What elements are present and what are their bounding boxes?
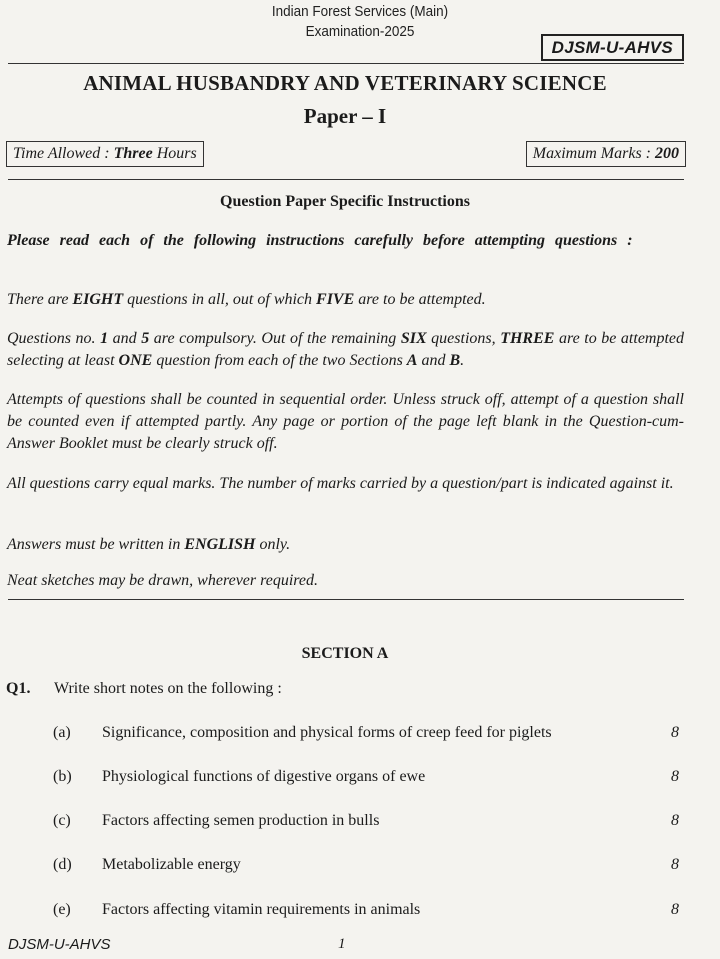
instruction-sequential-order: Attempts of questions shall be counted in sequential order. Unless struck off, attempt of a question shall be counted even if attempted partly. Any page or portion of the page left blank in the Question-cum-Answer Booklet must be clearly struck off. <box>7 391 684 452</box>
section-heading: SECTION A <box>301 645 389 662</box>
text-fragment-bold: 1 <box>100 330 109 347</box>
text-fragment-bold: SIX <box>400 330 427 347</box>
instructions-top-divider <box>8 179 684 180</box>
instruction-compulsory <box>7 328 684 372</box>
part-text: Factors affecting vitamin requirements in animals <box>102 901 421 918</box>
text-fragment: are to be attempted. <box>354 291 486 308</box>
part-marks: 8 <box>671 768 679 785</box>
exam-service-name: Indian Forest Services (Main) <box>271 3 449 20</box>
time-allowed-label: Time Allowed : <box>13 145 114 162</box>
exam-year: Examination-2025 <box>305 23 415 40</box>
text-fragment-bold: B <box>449 352 461 369</box>
part-marks: 8 <box>671 812 679 829</box>
text-fragment-bold: FIVE <box>316 291 355 308</box>
text-fragment: There are <box>7 291 73 308</box>
part-marks: 8 <box>671 856 679 873</box>
max-marks-box <box>526 141 686 167</box>
part-marks: 8 <box>671 901 679 918</box>
text-fragment: questions in all, out of which <box>123 291 317 308</box>
page-number: 1 <box>338 936 346 952</box>
text-fragment: Questions no. <box>7 330 101 347</box>
instruction-language <box>7 534 684 556</box>
text-fragment: Answers must be written in <box>7 536 185 553</box>
instruction-equal-marks: All questions carry equal marks. The number of marks carried by a question/part is indicated against it. <box>7 475 674 492</box>
part-text: Factors affecting semen production in bulls <box>102 812 380 829</box>
paper-subtitle: Paper – I <box>303 104 387 128</box>
text-fragment: question from each of the two Sections <box>152 352 407 369</box>
question-number: Q1. <box>6 680 31 697</box>
instructions-bottom-divider <box>8 599 684 600</box>
text-fragment-bold: EIGHT <box>72 291 124 308</box>
part-text: Physiological functions of digestive organs of ewe <box>102 768 426 785</box>
part-label: (e) <box>53 901 71 918</box>
time-allowed-box <box>6 141 204 167</box>
text-fragment: . <box>460 352 465 369</box>
max-marks-value: 200 <box>655 145 679 162</box>
question-part <box>0 812 720 836</box>
part-label: (b) <box>53 768 72 785</box>
text-fragment-bold: 5 <box>141 330 150 347</box>
time-allowed-suffix: Hours <box>152 145 197 162</box>
question-part <box>0 901 720 925</box>
text-fragment-bold: ONE <box>118 352 153 369</box>
instruction-question-count <box>7 289 684 311</box>
text-fragment: only. <box>255 536 291 553</box>
paper-code-box: DJSM-U-AHVS <box>541 34 684 61</box>
paper-title: ANIMAL HUSBANDRY AND VETERINARY SCIENCE <box>83 71 607 95</box>
instructions-lead: Please read each of the following instructions carefully before attempting questions : <box>7 232 633 249</box>
question-part <box>0 856 720 880</box>
text-fragment: questions, <box>426 330 501 347</box>
instruction-sketches: Neat sketches may be drawn, wherever required. <box>7 572 319 589</box>
text-fragment: are compulsory. Out of the remaining <box>149 330 401 347</box>
part-label: (a) <box>53 724 71 741</box>
question-part <box>0 724 720 748</box>
question-stem: Write short notes on the following : <box>54 680 282 697</box>
part-text: Metabolizable energy <box>102 856 241 873</box>
text-fragment-bold: A <box>406 352 418 369</box>
part-label: (d) <box>53 856 72 873</box>
instructions-heading: Question Paper Specific Instructions <box>220 193 470 210</box>
text-fragment: are to be attempted selecting at least <box>7 330 685 369</box>
question-part <box>0 768 720 792</box>
text-fragment-bold: ENGLISH <box>184 536 256 553</box>
part-label: (c) <box>53 812 71 829</box>
text-fragment: and <box>417 352 450 369</box>
text-fragment-bold: THREE <box>500 330 555 347</box>
footer-paper-code: DJSM-U-AHVS <box>8 936 111 953</box>
text-fragment: and <box>108 330 142 347</box>
part-marks: 8 <box>671 724 679 741</box>
time-allowed-value: Three <box>113 145 153 162</box>
part-text: Significance, composition and physical forms of creep feed for piglets <box>102 724 552 741</box>
top-divider <box>8 63 684 64</box>
max-marks-label: Maximum Marks : <box>532 145 655 162</box>
